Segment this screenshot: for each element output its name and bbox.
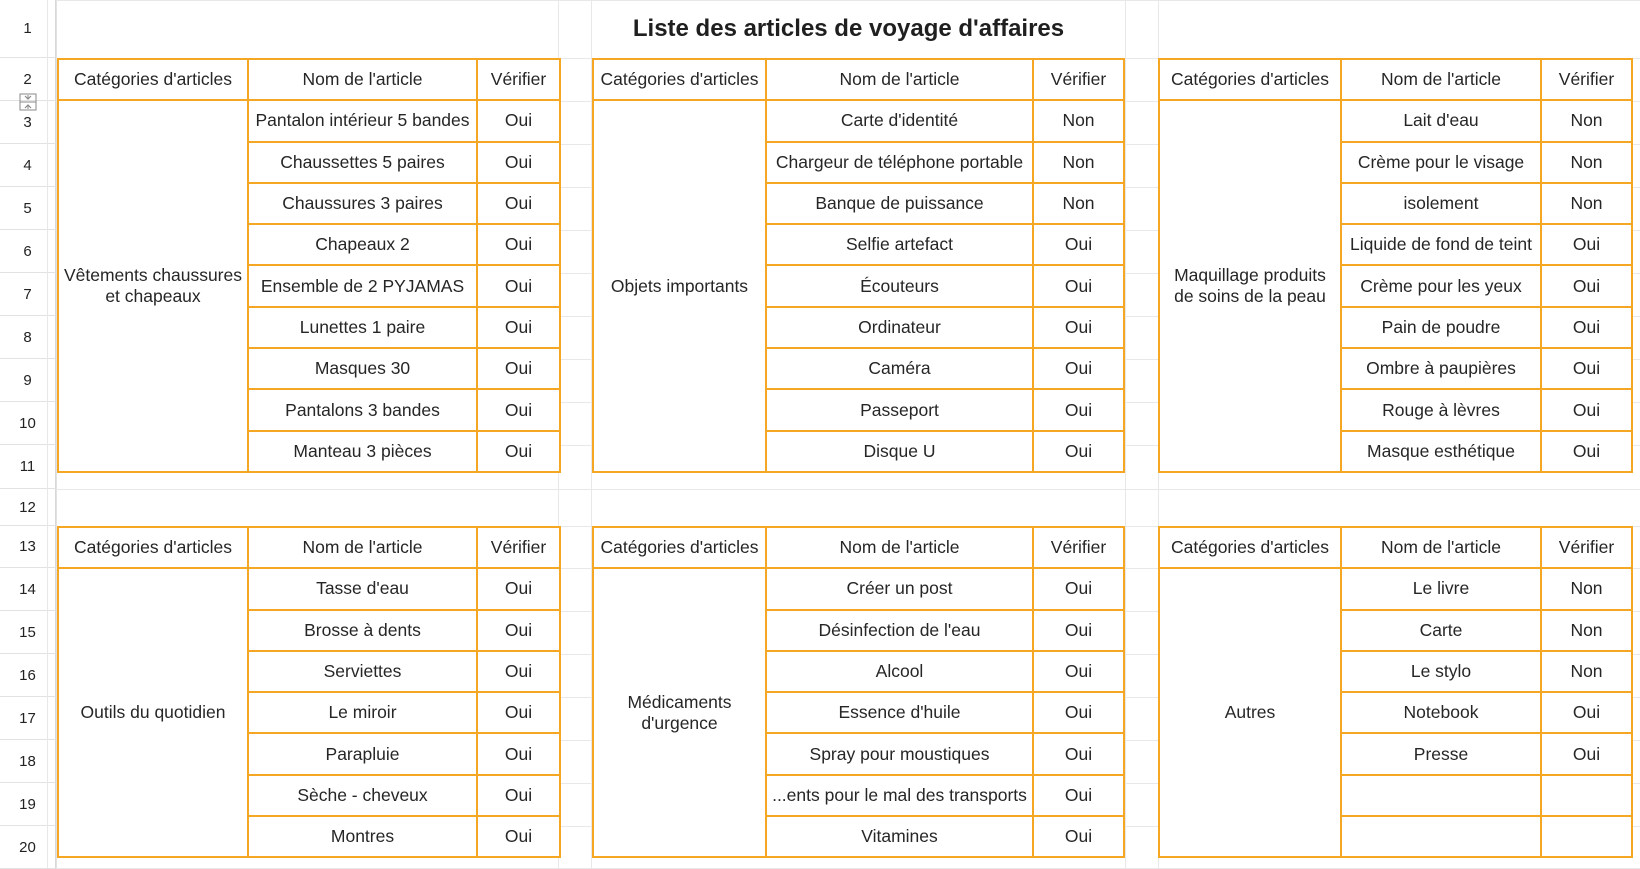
header-row — [1159, 59, 1632, 100]
item-name-cell[interactable]: Le stylo — [1341, 651, 1541, 692]
header-item-cell[interactable]: Nom de l'article — [766, 59, 1033, 100]
check-cell[interactable] — [1541, 816, 1632, 857]
item-name-cell[interactable]: Ombre à paupières — [1341, 348, 1541, 389]
check-cell[interactable]: Oui — [1033, 651, 1124, 692]
row-header-19[interactable]: 19 — [0, 783, 56, 826]
check-cell[interactable]: Oui — [1033, 431, 1124, 472]
header-category-cell[interactable]: Catégories d'articles — [1159, 59, 1341, 100]
table-row — [58, 100, 560, 141]
header-check-cell[interactable]: Vérifier — [477, 59, 560, 100]
table-row — [593, 568, 1124, 609]
row-header-9[interactable]: 9 — [0, 359, 56, 402]
check-cell[interactable]: Oui — [1033, 733, 1124, 774]
check-cell[interactable]: Oui — [1033, 816, 1124, 857]
category-cell[interactable]: Vêtements chaussures et chapeaux — [58, 100, 248, 472]
row-header-8[interactable]: 8 — [0, 316, 56, 359]
category-cell[interactable]: Autres — [1159, 568, 1341, 857]
check-cell[interactable]: Non — [1541, 100, 1632, 141]
item-name-cell[interactable]: Essence d'huile — [766, 692, 1033, 733]
gridline-vertical — [1125, 0, 1126, 868]
item-name-cell[interactable]: Serviettes — [248, 651, 477, 692]
item-name-cell[interactable]: Disque U — [766, 431, 1033, 472]
category-cell[interactable]: Objets importants — [593, 100, 766, 472]
row-header-20[interactable]: 20 — [0, 826, 56, 869]
item-name-cell[interactable]: Presse — [1341, 733, 1541, 774]
item-name-cell[interactable]: Chapeaux 2 — [248, 224, 477, 265]
block-outils-quotidien — [57, 526, 561, 858]
check-cell[interactable]: Oui — [1541, 307, 1632, 348]
item-name-cell[interactable]: Liquide de fond de teint — [1341, 224, 1541, 265]
item-name-cell[interactable]: Pain de poudre — [1341, 307, 1541, 348]
header-category-cell[interactable]: Catégories d'articles — [593, 59, 766, 100]
item-name-cell[interactable]: Chaussures 3 paires — [248, 183, 477, 224]
category-cell[interactable]: Médicaments d'urgence — [593, 568, 766, 857]
row-header-11[interactable]: 11 — [0, 445, 56, 489]
check-cell[interactable]: Oui — [1033, 692, 1124, 733]
check-cell[interactable]: Oui — [477, 651, 560, 692]
check-cell[interactable]: Oui — [477, 431, 560, 472]
sheet-title[interactable]: Liste des articles de voyage d'affaires — [632, 15, 1065, 42]
check-cell[interactable]: Oui — [1541, 692, 1632, 733]
gridline-vertical — [47, 0, 48, 868]
check-cell[interactable]: Non — [1541, 651, 1632, 692]
block-vetements — [57, 58, 561, 473]
block-medicaments — [592, 526, 1125, 858]
check-cell[interactable] — [1541, 775, 1632, 816]
item-name-cell[interactable]: Parapluie — [248, 733, 477, 774]
row-header-18[interactable]: 18 — [0, 740, 56, 783]
check-cell[interactable]: Non — [1541, 183, 1632, 224]
item-name-cell[interactable]: Pantalon intérieur 5 bandes — [248, 100, 477, 141]
row-header-13[interactable]: 13 — [0, 526, 56, 568]
item-name-cell[interactable]: isolement — [1341, 183, 1541, 224]
item-name-cell[interactable]: Pantalons 3 bandes — [248, 389, 477, 430]
check-cell[interactable]: Oui — [477, 816, 560, 857]
table-row — [1159, 568, 1632, 609]
check-cell[interactable]: Oui — [1033, 224, 1124, 265]
item-name-cell[interactable]: Carte — [1341, 610, 1541, 651]
header-check-cell[interactable]: Vérifier — [477, 527, 560, 568]
header-row — [593, 527, 1124, 568]
check-cell[interactable]: Oui — [477, 142, 560, 183]
check-cell[interactable]: Oui — [477, 610, 560, 651]
header-row — [58, 59, 560, 100]
row-header-3[interactable]: 3 — [0, 101, 56, 144]
check-cell[interactable]: Oui — [1541, 389, 1632, 430]
check-cell[interactable]: Oui — [1033, 568, 1124, 609]
header-category-cell[interactable]: Catégories d'articles — [593, 527, 766, 568]
row-header-12[interactable]: 12 — [0, 489, 56, 526]
item-name-cell[interactable]: Créer un post — [766, 568, 1033, 609]
item-name-cell[interactable]: Ensemble de 2 PYJAMAS — [248, 265, 477, 306]
header-item-cell[interactable]: Nom de l'article — [1341, 59, 1541, 100]
item-name-cell[interactable]: Notebook — [1341, 692, 1541, 733]
item-name-cell[interactable]: Lunettes 1 paire — [248, 307, 477, 348]
row-header-10[interactable]: 10 — [0, 402, 56, 445]
category-cell[interactable]: Maquillage produits de soins de la peau — [1159, 100, 1341, 472]
item-name-cell[interactable]: Sèche - cheveux — [248, 775, 477, 816]
row-header-4[interactable]: 4 — [0, 144, 56, 187]
item-name-cell[interactable]: Crème pour le visage — [1341, 142, 1541, 183]
header-category-cell[interactable]: Catégories d'articles — [58, 527, 248, 568]
gridline-horizontal — [56, 489, 1640, 490]
check-cell[interactable]: Oui — [477, 100, 560, 141]
check-cell[interactable]: Non — [1033, 142, 1124, 183]
block-autres — [1158, 526, 1633, 858]
check-cell[interactable]: Oui — [1033, 610, 1124, 651]
item-name-cell[interactable]: Carte d'identité — [766, 100, 1033, 141]
header-category-cell[interactable]: Catégories d'articles — [58, 59, 248, 100]
check-cell[interactable]: Oui — [477, 389, 560, 430]
check-cell[interactable]: Oui — [1541, 265, 1632, 306]
header-item-cell[interactable]: Nom de l'article — [1341, 527, 1541, 568]
item-name-cell[interactable]: Brosse à dents — [248, 610, 477, 651]
check-cell[interactable]: Oui — [477, 692, 560, 733]
row-header-16[interactable]: 16 — [0, 654, 56, 697]
row-header-5[interactable]: 5 — [0, 187, 56, 230]
check-cell[interactable]: Oui — [477, 775, 560, 816]
check-cell[interactable]: Oui — [1541, 348, 1632, 389]
header-item-cell[interactable]: Nom de l'article — [248, 527, 477, 568]
row-header-1[interactable]: 1 — [0, 0, 56, 58]
item-name-cell[interactable]: Montres — [248, 816, 477, 857]
header-check-cell[interactable]: Vérifier — [1033, 527, 1124, 568]
check-cell[interactable]: Oui — [477, 265, 560, 306]
header-category-cell[interactable]: Catégories d'articles — [1159, 527, 1341, 568]
item-name-cell[interactable]: Alcool — [766, 651, 1033, 692]
row-header-2[interactable]: 2 — [0, 58, 56, 101]
check-cell[interactable]: Oui — [1033, 348, 1124, 389]
check-cell[interactable]: Oui — [477, 307, 560, 348]
check-cell[interactable]: Oui — [477, 348, 560, 389]
item-name-cell[interactable]: Banque de puissance — [766, 183, 1033, 224]
header-item-cell[interactable]: Nom de l'article — [766, 527, 1033, 568]
freeze-rows-icon[interactable] — [18, 92, 38, 112]
item-name-cell[interactable]: Masques 30 — [248, 348, 477, 389]
item-name-cell[interactable]: Chaussettes 5 paires — [248, 142, 477, 183]
item-name-cell[interactable]: Passeport — [766, 389, 1033, 430]
check-cell[interactable]: Oui — [477, 568, 560, 609]
check-cell[interactable]: Oui — [1541, 431, 1632, 472]
header-row — [593, 59, 1124, 100]
check-cell[interactable]: Oui — [477, 733, 560, 774]
item-name-cell[interactable] — [1341, 816, 1541, 857]
header-item-cell[interactable]: Nom de l'article — [248, 59, 477, 100]
check-cell[interactable]: Oui — [477, 183, 560, 224]
header-row — [58, 527, 560, 568]
block-objets-importants — [592, 58, 1125, 473]
item-name-cell[interactable]: Caméra — [766, 348, 1033, 389]
item-name-cell[interactable]: Le livre — [1341, 568, 1541, 609]
row-header-6[interactable]: 6 — [0, 230, 56, 273]
check-cell[interactable]: Non — [1541, 142, 1632, 183]
table-row — [1159, 100, 1632, 141]
table-row — [593, 100, 1124, 141]
block-maquillage — [1158, 58, 1633, 473]
header-check-cell[interactable]: Vérifier — [1541, 59, 1632, 100]
check-cell[interactable]: Oui — [477, 224, 560, 265]
check-cell[interactable]: Oui — [1033, 307, 1124, 348]
item-name-cell[interactable]: Chargeur de téléphone portable — [766, 142, 1033, 183]
item-name-cell[interactable] — [1341, 775, 1541, 816]
check-cell[interactable]: Oui — [1033, 265, 1124, 306]
item-name-cell[interactable]: Lait d'eau — [1341, 100, 1541, 141]
check-cell[interactable]: Oui — [1541, 224, 1632, 265]
item-name-cell[interactable]: Le miroir — [248, 692, 477, 733]
check-cell[interactable]: Non — [1033, 100, 1124, 141]
check-cell[interactable]: Oui — [1033, 389, 1124, 430]
item-name-cell[interactable]: Selfie artefact — [766, 224, 1033, 265]
item-name-cell[interactable]: Tasse d'eau — [248, 568, 477, 609]
check-cell[interactable]: Oui — [1033, 775, 1124, 816]
item-name-cell[interactable]: Manteau 3 pièces — [248, 431, 477, 472]
header-row — [1159, 527, 1632, 568]
check-cell[interactable]: Non — [1033, 183, 1124, 224]
item-name-cell[interactable]: Écouteurs — [766, 265, 1033, 306]
check-cell[interactable]: Non — [1541, 568, 1632, 609]
row-header-14[interactable]: 14 — [0, 568, 56, 611]
item-name-cell[interactable]: Crème pour les yeux — [1341, 265, 1541, 306]
row-header-7[interactable]: 7 — [0, 273, 56, 316]
item-name-cell[interactable]: ...ents pour le mal des transports — [766, 775, 1033, 816]
check-cell[interactable]: Oui — [1541, 733, 1632, 774]
check-cell[interactable]: Non — [1541, 610, 1632, 651]
item-name-cell[interactable]: Spray pour moustiques — [766, 733, 1033, 774]
item-name-cell[interactable]: Vitamines — [766, 816, 1033, 857]
item-name-cell[interactable]: Masque esthétique — [1341, 431, 1541, 472]
header-check-cell[interactable]: Vérifier — [1033, 59, 1124, 100]
item-name-cell[interactable]: Désinfection de l'eau — [766, 610, 1033, 651]
table-row — [58, 568, 560, 609]
header-check-cell[interactable]: Vérifier — [1541, 527, 1632, 568]
item-name-cell[interactable]: Ordinateur — [766, 307, 1033, 348]
row-header-17[interactable]: 17 — [0, 697, 56, 740]
category-cell[interactable]: Outils du quotidien — [58, 568, 248, 857]
row-header-15[interactable]: 15 — [0, 611, 56, 654]
item-name-cell[interactable]: Rouge à lèvres — [1341, 389, 1541, 430]
